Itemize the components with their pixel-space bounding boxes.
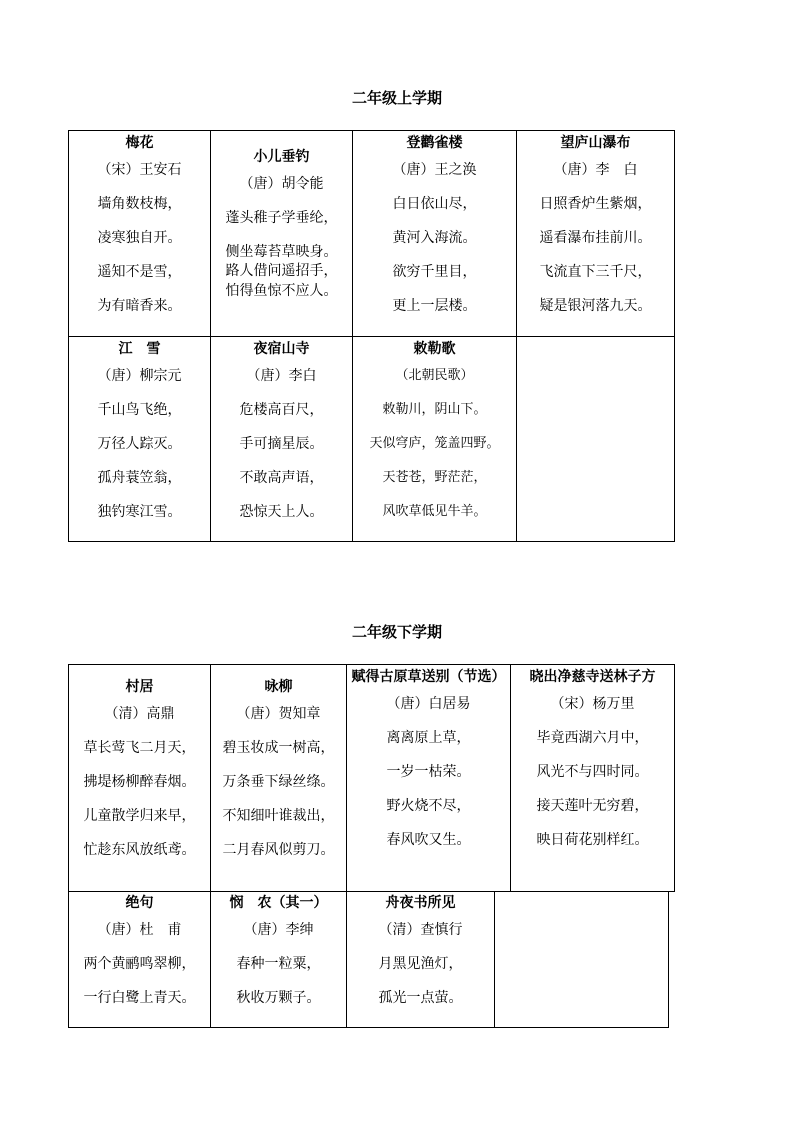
poem-line: 孤舟蓑笠翁， [97, 470, 182, 486]
table-row [69, 891, 669, 1028]
poem-line: 两个黄鹂鸣翠柳， [83, 956, 196, 972]
poem-line: 更上一层楼。 [392, 298, 477, 314]
poem-line: 风光不与四时同。 [536, 764, 649, 780]
poem-line: 独钓寒江雪。 [97, 504, 182, 520]
poem-cell [69, 665, 211, 892]
poem-line: 蓬头稚子学垂纶， [225, 210, 338, 226]
poem-line: 遥知不是雪， [97, 264, 182, 280]
poem-cell [517, 131, 675, 337]
section-title-lower: 二年级下学期 [351, 623, 442, 641]
poem-line: 千山鸟飞绝， [97, 402, 182, 418]
poem-line: 路人借问遥招手， [225, 263, 338, 279]
poem-line: （唐）王之涣 [392, 162, 477, 178]
poem-title: 梅花 [125, 135, 154, 151]
poem-line: （唐）李白 [246, 368, 317, 384]
poem-title: 绝句 [125, 895, 154, 911]
poem-title: 登鹳雀楼 [406, 135, 463, 151]
poem-line: 拂堤杨柳醉春烟。 [83, 774, 196, 790]
poem-line: （唐）白居易 [386, 696, 471, 712]
poem-line: 手可摘星辰。 [239, 436, 324, 452]
poem-line: 疑是银河落九天。 [539, 298, 652, 314]
poem-cell [211, 891, 347, 1028]
poem-cell [69, 337, 211, 542]
poem-line: 二月春风似剪刀。 [222, 842, 335, 858]
poem-line: 毕竟西湖六月中， [536, 730, 649, 746]
poem-title: 晓出净慈寺送林子方 [529, 669, 656, 685]
poem-line: 凌寒独自开。 [97, 230, 182, 246]
poem-line: 秋收万颗子。 [236, 990, 321, 1006]
poem-line: 白日依山尽， [392, 196, 477, 212]
section-title-upper: 二年级上学期 [351, 89, 442, 107]
poem-line: （唐）杜 甫 [97, 922, 182, 938]
poem-line: 天似穹庐，笼盖四野。 [369, 436, 500, 451]
poem-cell-empty [517, 337, 675, 542]
poem-line: 黄河入海流。 [392, 230, 477, 246]
poem-title: 舟夜书所见 [385, 895, 456, 911]
poem-line: 一岁一枯荣。 [386, 764, 471, 780]
poem-line: 映日荷花别样红。 [536, 832, 649, 848]
poem-line: 春种一粒粟， [236, 956, 321, 972]
poem-line: 万条垂下绿丝绦。 [222, 774, 335, 790]
poem-line: （唐）李 白 [553, 162, 638, 178]
poem-line: （唐）胡令能 [239, 176, 324, 192]
poem-line: 忙趁东风放纸鸢。 [83, 842, 196, 858]
poem-line: （宋）杨万里 [550, 696, 635, 712]
poem-line: 草长莺飞二月天， [83, 740, 196, 756]
poem-title: 赋得古原草送别（节选） [351, 669, 506, 685]
poem-line: （唐）贺知章 [236, 706, 321, 722]
poem-line: （北朝民歌） [395, 368, 474, 383]
poem-line: 儿童散学归来早， [83, 808, 196, 824]
poem-line: 遥看瀑布挂前川。 [539, 230, 652, 246]
poem-cell [353, 337, 517, 542]
poem-line: 一行白鹭上青天。 [83, 990, 196, 1006]
poem-cell [69, 131, 211, 337]
poem-title: 咏柳 [264, 679, 293, 695]
poem-cell [511, 665, 675, 892]
poem-line: 孤光一点萤。 [378, 990, 463, 1006]
poem-title: 望庐山瀑布 [560, 135, 631, 151]
poem-title: 江 雪 [118, 341, 161, 357]
poem-line: 风吹草低见牛羊。 [382, 504, 487, 519]
table-row [69, 665, 675, 892]
poem-title: 夜宿山寺 [253, 341, 310, 357]
poem-cell [211, 665, 347, 892]
poem-line: 野火烧不尽， [386, 798, 471, 814]
poem-line: 离离原上草， [386, 730, 471, 746]
poem-line: 月黑见渔灯， [378, 956, 463, 972]
poem-title: 悯 农（其一） [229, 895, 328, 911]
poem-line: 万径人踪灭。 [97, 436, 182, 452]
poem-line: 危楼高百尺， [239, 402, 324, 418]
poem-line: 欲穷千里目， [392, 264, 477, 280]
poem-table-upper [68, 130, 675, 542]
poem-cell [211, 337, 353, 542]
poem-line: 敕勒川，阴山下。 [382, 402, 487, 417]
poem-line: 不敢高声语， [239, 470, 324, 486]
poem-cell [347, 665, 511, 892]
poem-cell [353, 131, 517, 337]
poem-line: （清）高鼎 [104, 706, 175, 722]
poem-cell [347, 891, 495, 1028]
poem-line: （清）查慎行 [378, 922, 463, 938]
table-row [69, 131, 675, 337]
poem-line: 天苍苍，野茫茫， [382, 470, 487, 485]
poem-title: 小儿垂钓 [253, 149, 310, 165]
poem-line: 墙角数枝梅， [97, 196, 182, 212]
poem-table-lower [68, 664, 675, 892]
poem-line: （宋）王安石 [97, 162, 182, 178]
poem-line: 侧坐莓苔草映身。 [225, 244, 338, 260]
poem-line: 不知细叶谁裁出， [222, 808, 335, 824]
poem-line: （唐）李绅 [243, 922, 314, 938]
poem-line: 怕得鱼惊不应人。 [225, 283, 338, 299]
poem-line: 春风吹又生。 [386, 832, 471, 848]
poem-cell [69, 891, 211, 1028]
poem-line: （唐）柳宗元 [97, 368, 182, 384]
poem-title: 村居 [125, 679, 154, 695]
poem-table-lower-row2 [68, 891, 669, 1028]
poem-cell-empty [495, 891, 669, 1028]
poem-title: 敕勒歌 [413, 341, 456, 357]
table-row [69, 337, 675, 542]
poem-line: 飞流直下三千尺， [539, 264, 652, 280]
poem-cell [211, 131, 353, 337]
poem-line: 为有暗香来。 [97, 298, 182, 314]
poem-line: 日照香炉生紫烟， [539, 196, 652, 212]
poem-line: 碧玉妆成一树高， [222, 740, 335, 756]
poem-line: 恐惊天上人。 [239, 504, 324, 520]
poem-line: 接天莲叶无穷碧， [536, 798, 649, 814]
